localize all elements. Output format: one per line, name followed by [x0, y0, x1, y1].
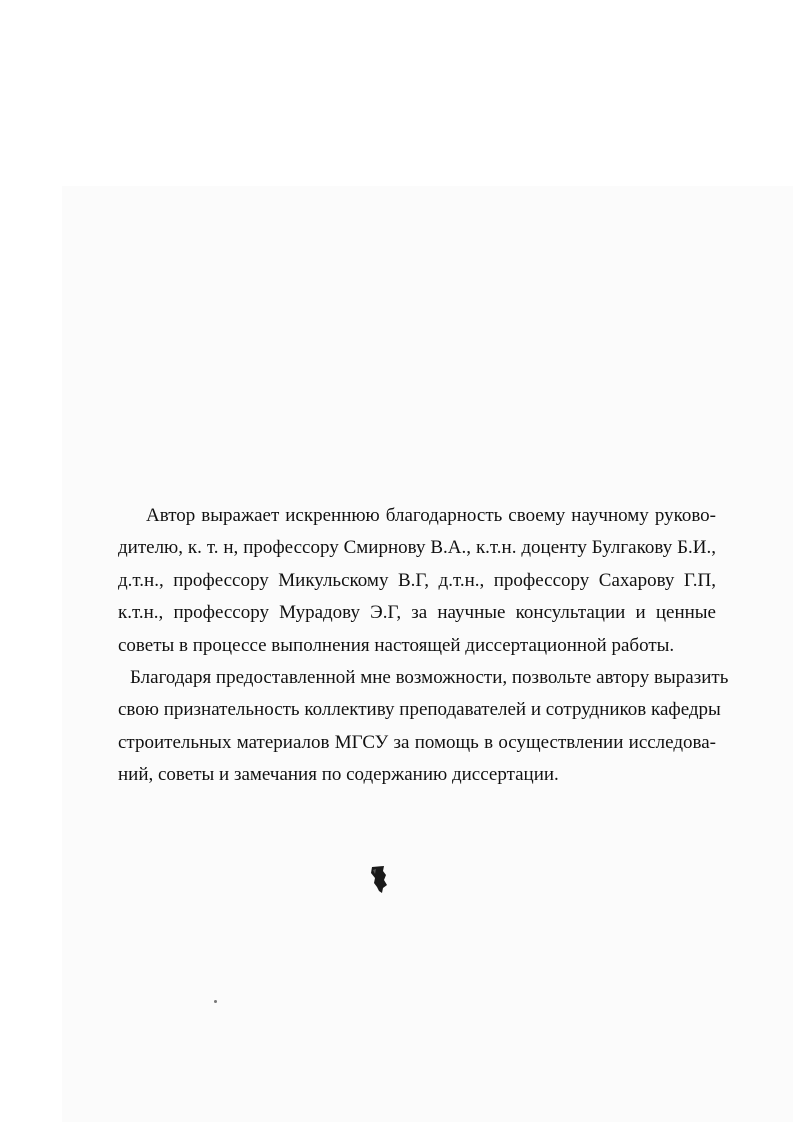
paragraph-1-line-2: дителю, к. т. н, профессору Смирнову В.А., к.т.н. доценту Булгакову Б.И., [118, 537, 716, 559]
paragraph-1-line-4: к.т.н., профессору Мурадову Э.Г, за научные консультации и ценные [118, 602, 716, 624]
paragraph-1-line-1: Автор выражает искреннюю благодарность своему научному руково- [146, 505, 716, 526]
paragraph-1-line-5: советы в процессе выполнения настоящей диссертационной работы. [118, 634, 675, 656]
paragraph-2 [118, 662, 729, 792]
paragraph-2-line-4: ний, советы и замечания по содержанию диссертации. [118, 764, 559, 786]
paragraph-2-line-1: Благодаря предоставленной мне возможности, позвольте автору выразить [130, 666, 729, 688]
paragraph-1 [118, 500, 716, 662]
paragraph-2-line-2: свою признательность коллективу преподавателей и сотрудников кафедры [118, 699, 721, 721]
ink-blot-mark [370, 866, 388, 894]
scan-speck [214, 1000, 217, 1003]
paragraph-2-line-3: строительных материалов МГСУ за помощь в осуществлении исследова- [118, 731, 716, 753]
acknowledgement-text [118, 500, 729, 792]
paragraph-1-line-3: д.т.н., профессору Микульскому В.Г, д.т.н., профессору Сахарову Г.П, [118, 569, 716, 591]
